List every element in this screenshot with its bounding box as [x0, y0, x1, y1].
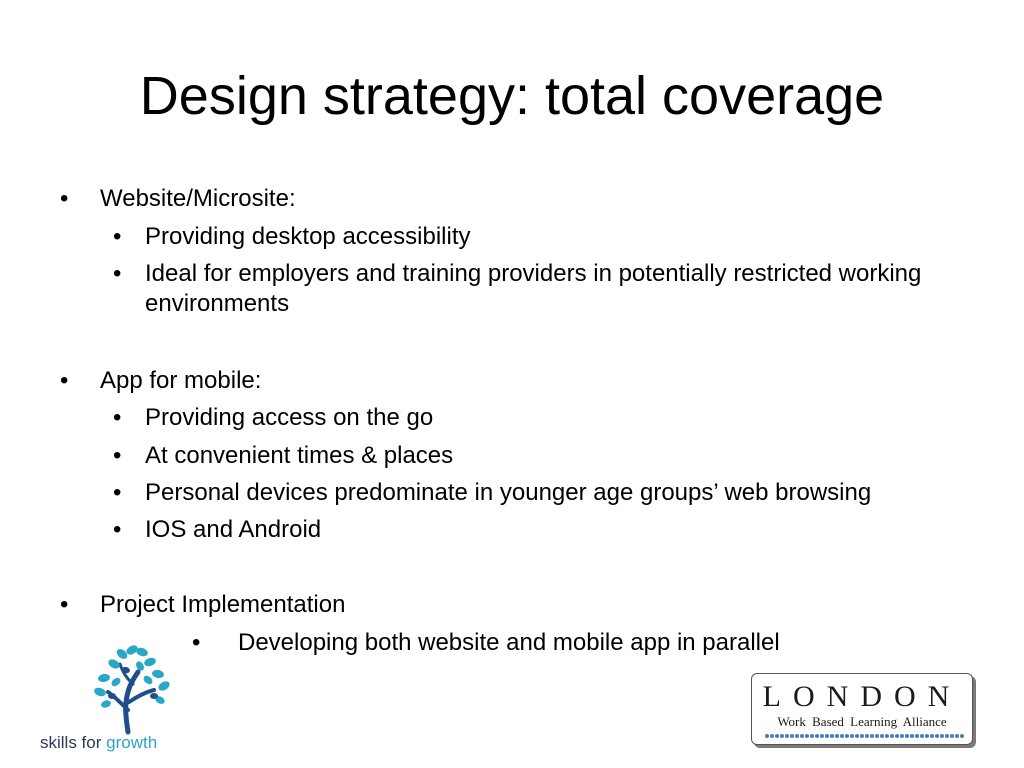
dot-icon — [855, 734, 859, 738]
london-wbla-logo — [751, 673, 973, 745]
dot-icon — [790, 734, 794, 738]
dot-icon — [765, 734, 769, 738]
skills-for-growth-logo — [30, 640, 180, 755]
dot-icon — [800, 734, 804, 738]
dot-icon — [960, 734, 964, 738]
sub-bullet-text: Providing desktop accessibility — [145, 223, 471, 250]
dot-icon — [955, 734, 959, 738]
dot-icon — [925, 734, 929, 738]
dot-icon — [915, 734, 919, 738]
bullet-icon: • — [113, 442, 122, 469]
dot-icon — [890, 734, 894, 738]
bullet-icon: • — [60, 185, 69, 212]
london-logo-subtitle: Work Based Learning Alliance — [777, 714, 947, 729]
bullet-icon: • — [113, 479, 122, 506]
dot-icon — [950, 734, 954, 738]
dot-icon — [940, 734, 944, 738]
sub-bullet-text: IOS and Android — [145, 516, 322, 543]
london-logo-title: LONDON — [762, 680, 962, 713]
bullet-icon: • — [192, 629, 201, 656]
bullet-icon: • — [113, 516, 122, 543]
dot-icon — [835, 734, 839, 738]
dot-icon — [795, 734, 799, 738]
dot-icon — [920, 734, 924, 738]
dot-icon — [775, 734, 779, 738]
dot-icon — [820, 734, 824, 738]
dot-icon — [780, 734, 784, 738]
sub-bullet-text: Ideal for employers and training providers in potentially restricted working environments — [145, 260, 922, 317]
dot-icon — [935, 734, 939, 738]
dot-icon — [865, 734, 869, 738]
dot-icon — [770, 734, 774, 738]
dot-icon — [860, 734, 864, 738]
sub-bullet-text: Providing access on the go — [145, 404, 434, 431]
slide-title: Design strategy: total coverage — [139, 66, 885, 126]
dot-icon — [910, 734, 914, 738]
dot-icon — [895, 734, 899, 738]
dot-icon — [930, 734, 934, 738]
dot-icon — [830, 734, 834, 738]
dot-icon — [815, 734, 819, 738]
bullet-icon: • — [113, 260, 122, 287]
dot-icon — [805, 734, 809, 738]
dot-icon — [850, 734, 854, 738]
wordmark-part2: growth — [106, 733, 158, 752]
bullet-icon: • — [60, 367, 69, 394]
dot-icon — [825, 734, 829, 738]
dot-icon — [880, 734, 884, 738]
bullet-label: Project Implementation — [100, 591, 346, 618]
dot-icon — [905, 734, 909, 738]
bullet-label: App for mobile: — [100, 367, 262, 394]
bullet-icon: • — [60, 591, 69, 618]
skills-for-growth-wordmark — [40, 733, 157, 753]
dot-icon — [945, 734, 949, 738]
dot-icon — [840, 734, 844, 738]
dot-icon — [875, 734, 879, 738]
bullet-label: Website/Microsite: — [100, 185, 296, 212]
sub-bullet-text: Personal devices predominate in younger age groups’ web browsing — [145, 479, 872, 506]
sub-bullet-text: At convenient times & places — [145, 442, 454, 469]
bullet-icon: • — [113, 404, 122, 431]
dot-icon — [870, 734, 874, 738]
wordmark-part1: skills for — [40, 733, 107, 752]
bullet-icon: • — [113, 223, 122, 250]
tree-icon — [30, 640, 180, 735]
dot-icon — [785, 734, 789, 738]
dot-icon — [885, 734, 889, 738]
dot-icon — [900, 734, 904, 738]
dot-icon — [845, 734, 849, 738]
dot-icon — [810, 734, 814, 738]
dots-decoration-icon — [764, 732, 964, 740]
sub-bullet-text: Developing both website and mobile app in parallel — [238, 629, 780, 656]
